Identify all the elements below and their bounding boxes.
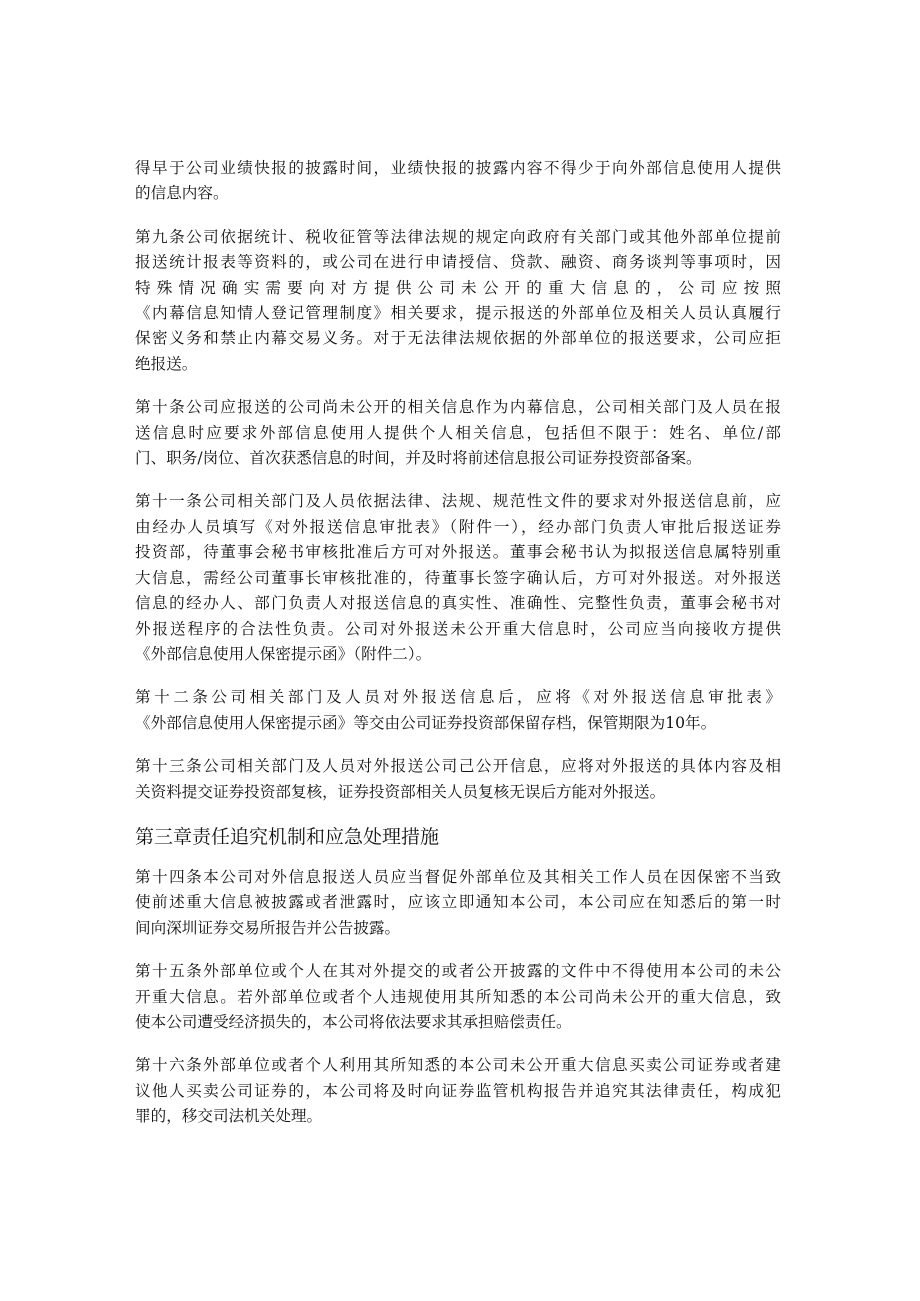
paragraph-line: 第十三条公司相关部门及人员对外报送公司己公开信息，应将对外报送的具体内容及相	[135, 757, 781, 776]
paragraph-line: 门、职务/岗位、首次获悉信息的时间，并及时将前述信息报公司证券投资部备案。	[135, 449, 702, 468]
paragraph-article-14	[135, 865, 781, 941]
chapter-heading: 第三章责任追究机制和应急处理措施	[135, 825, 440, 848]
articles-section-3	[135, 865, 781, 1130]
paragraph-article-15	[135, 959, 781, 1035]
paragraph-article-10	[135, 395, 781, 471]
paragraph-line: 第十四条本公司对外信息报送人员应当督促外部单位及其相关工作人员在因保密不当致	[135, 867, 781, 886]
paragraph-line: 绝报送。	[135, 354, 198, 373]
paragraph-line: 由经办人员填写《对外报送信息审批表》（附件一），经办部门负责人审批后报送证券	[135, 517, 781, 536]
paragraph-line: 大信息，需经公司董事长审核批准的，待董事长签字确认后，方可对外报送。对外报送	[135, 568, 781, 587]
paragraph-line: 第十条公司应报送的公司尚未公开的相关信息作为内幕信息，公司相关部门及人员在报	[135, 398, 781, 417]
paragraph-line: 间向深圳证券交易所报告并公告披露。	[135, 918, 401, 937]
document-page	[135, 156, 781, 1148]
paragraph-line: 特殊情况确实需要向对方提供公司未公开的重大信息的，公司应按照	[135, 278, 781, 297]
paragraph-article-12	[135, 685, 781, 736]
paragraph-article-9	[135, 225, 781, 377]
paragraph-line: 的信息内容。	[135, 184, 229, 203]
paragraph-p-continued	[135, 156, 781, 207]
paragraph-line: 信息的经办人、部门负责人对报送信息的真实性、准确性、完整性负责，董事会秘书对	[135, 594, 781, 613]
paragraph-article-16	[135, 1053, 781, 1129]
paragraph-line: 《内幕信息知情人登记管理制度》相关要求，提示报送的外部单位及相关人员认真履行	[135, 304, 781, 323]
paragraph-line: 使前述重大信息被披露或者泄露时，应该立即通知本公司，本公司应在知悉后的第一时	[135, 893, 781, 912]
paragraph-line: 第十二条公司相关部门及人员对外报送信息后，应将《对外报送信息审批表》	[135, 688, 781, 707]
paragraph-line: 外报送程序的合法性负责。公司对外报送未公开重大信息时，公司应当向接收方提供	[135, 619, 781, 638]
paragraph-line: 《外部信息使用人保密提示函》等交由公司证券投资部保留存档，保管期限为10年。	[135, 713, 717, 732]
paragraph-line: 使本公司遭受经济损失的，本公司将依法要求其承担赔偿责任。	[135, 1012, 572, 1031]
paragraph-article-13	[135, 754, 781, 805]
paragraph-line: 开重大信息。若外部单位或者个人违规使用其所知悉的本公司尚未公开的重大信息，致	[135, 987, 781, 1006]
paragraph-line: 关资料提交证券投资部复核，证券投资部相关人员复核无误后方能对外报送。	[135, 782, 666, 801]
paragraph-line: 罪的，移交司法机关处理。	[135, 1107, 323, 1126]
paragraph-line: 第十六条外部单位或者个人利用其所知悉的本公司未公开重大信息买卖公司证券或者建	[135, 1056, 781, 1075]
articles-section-2	[135, 156, 781, 805]
paragraph-line: 投资部，待董事会秘书审核批准后方可对外报送。董事会秘书认为拟报送信息属特别重	[135, 543, 781, 562]
paragraph-line: 议他人买卖公司证券的，本公司将及时向证券监管机构报告并追究其法律责任，构成犯	[135, 1081, 781, 1100]
paragraph-line: 送信息时应要求外部信息使用人提供个人相关信息，包括但不限于：姓名、单位/部	[135, 423, 781, 442]
paragraph-article-11	[135, 489, 781, 667]
paragraph-line: 保密义务和禁止内幕交易义务。对于无法律法规依据的外部单位的报送要求，公司应拒	[135, 329, 781, 348]
paragraph-line: 得早于公司业绩快报的披露时间，业绩快报的披露内容不得少于向外部信息使用人提供	[135, 159, 781, 177]
paragraph-line: 第十五条外部单位或个人在其对外提交的或者公开披露的文件中不得使用本公司的未公	[135, 962, 781, 981]
paragraph-line: 报送统计报表等资料的，或公司在进行申请授信、贷款、融资、商务谈判等事项时，因	[135, 253, 781, 272]
paragraph-line: 第十一条公司相关部门及人员依据法律、法规、规范性文件的要求对外报送信息前，应	[135, 492, 781, 511]
paragraph-line: 《外部信息使用人保密提示函》（附件二）。	[135, 644, 432, 663]
paragraph-line: 第九条公司依据统计、税收征管等法律法规的规定向政府有关部门或其他外部单位提前	[135, 227, 781, 246]
